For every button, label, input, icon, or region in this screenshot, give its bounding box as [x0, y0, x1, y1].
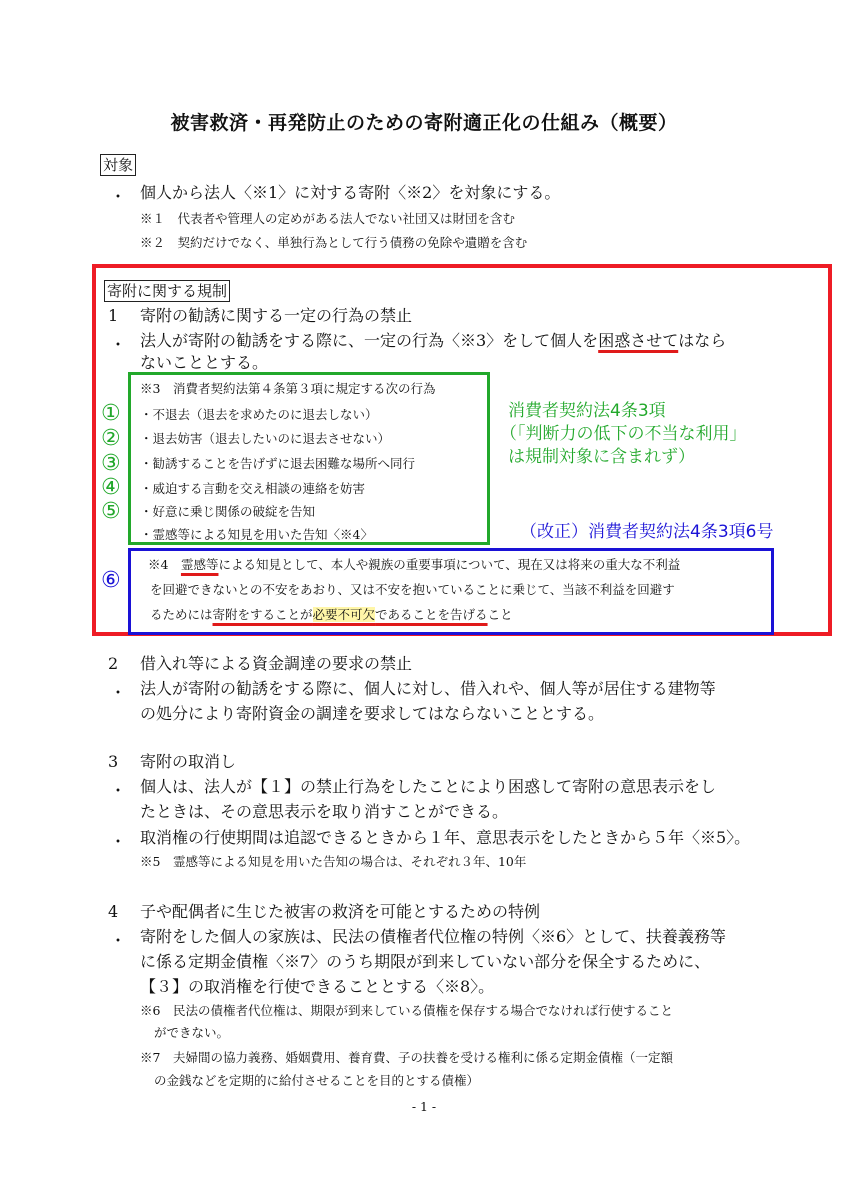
scope-heading: 対象 — [100, 154, 136, 176]
section-3-bullet-1-line-2: たときは、その意思表示を取り消すことができる。 — [140, 802, 509, 821]
section-4-bullet: ・ — [110, 931, 127, 950]
section-4-note-7-line-2: の金銭などを定期的に給付させることを目的とする債権） — [154, 1073, 480, 1088]
circled-number: ③ — [101, 451, 121, 476]
section-3-bullet: ・ — [110, 781, 127, 800]
scope-bullet: ・ — [110, 187, 127, 206]
scope-note-1: ※１ 代表者や管理人の定めがある法人でない社団又は財団を含む — [140, 211, 516, 226]
circled-number-6: ⑥ — [101, 568, 121, 593]
section-3-bullet-1-line-1: 個人は、法人が【１】の禁止行為をしたことにより困惑して寄附の意思表示をし — [140, 777, 717, 796]
section-4-line-1: 寄附をした個人の家族は、民法の債権者代位権の特例〈※6〉として、扶養義務等 — [140, 927, 726, 946]
circled-number: ④ — [101, 475, 121, 500]
section-1-title: 寄附の勧誘に関する一定の行為の禁止 — [140, 306, 413, 325]
section-2-line-2: の処分により寄附資金の調達を要求してはならないこととする。 — [140, 704, 605, 723]
section-2-number: 2 — [108, 654, 119, 673]
note-4-line-3: るためには寄附をすることが必要不可欠であることを告げること — [150, 607, 513, 622]
note-3-item: ・勧誘することを告げずに退去困難な場所へ同行 — [140, 456, 416, 471]
section-1-line-2: ないこととする。 — [140, 353, 269, 372]
page-title: 被害救済・再発防止のための寄附適正化の仕組み（概要） — [170, 112, 678, 134]
page-number: - 1 - — [411, 1099, 437, 1114]
circled-number: ⑤ — [101, 499, 121, 524]
note-3-item: ・好意に乗じ関係の破綻を告知 — [140, 504, 316, 519]
note-3-item: ・退去妨害（退去したいのに退去させない） — [140, 431, 391, 446]
regulation-heading: 寄附に関する規制 — [104, 280, 230, 302]
donation-emphasis: 寄附をすることが — [212, 607, 313, 622]
section-3-bullet: ・ — [110, 832, 127, 851]
circled-number: ① — [101, 401, 121, 426]
section-4-note-6-line-1: ※6 民法の債権者代位権は、期限が到来している債権を保存する場合でなければ行使すること — [140, 1003, 673, 1018]
green-annotation-line: は規制対象に含まれず） — [508, 447, 695, 467]
scope-line: 個人から法人〈※1〉に対する寄附〈※2〉を対象にする。 — [140, 183, 561, 202]
section-3-title: 寄附の取消し — [140, 752, 237, 771]
section-3-note-5: ※5 霊感等による知見を用いた告知の場合は、それぞれ３年、10年 — [140, 854, 527, 869]
blue-annotation: （改正）消費者契約法4条3項6号 — [520, 522, 774, 542]
section-2-line-1: 法人が寄附の勧誘をする際に、個人に対し、借入れや、個人等が居住する建物等 — [140, 679, 716, 698]
section-3-number: 3 — [108, 752, 119, 771]
note-3-title: ※3 消費者契約法第４条第３項に規定する次の行為 — [140, 381, 436, 396]
indispensable-emphasis: 必要不可欠 — [312, 607, 376, 622]
section-2-title: 借入れ等による資金調達の要求の禁止 — [140, 654, 413, 673]
circled-number: ② — [101, 426, 121, 451]
section-3-bullet-2: 取消権の行使期間は追認できるときから１年、意思表示をしたときから５年〈※5〉。 — [140, 828, 751, 847]
note-3-item: ・不退去（退去を求めたのに退去しない） — [140, 407, 378, 422]
note-4-line-1: ※4 霊感等による知見として、本人や親族の重要事項について、現在又は将来の重大な不利益 — [148, 557, 681, 572]
confused-emphasis: 困惑させて — [598, 331, 679, 350]
green-annotation-line: （「判断力の低下の不当な利用」 — [500, 424, 747, 444]
section-4-note-6-line-2: ができない。 — [154, 1025, 230, 1040]
section-1-bullet: ・ — [110, 335, 127, 354]
section-1-line-1: 法人が寄附の勧誘をする際に、一定の行為〈※3〉をして個人を困惑させてはなら — [140, 331, 727, 350]
informing-emphasis: であることを告げる — [375, 607, 488, 622]
section-2-bullet: ・ — [110, 683, 127, 702]
note-4-line-2: を回避できないとの不安をあおり、又は不安を抱いていることに乗じて、当該不利益を回避す — [150, 582, 675, 597]
section-1-number: 1 — [108, 306, 119, 325]
green-annotation-line: 消費者契約法4条3項 — [508, 401, 666, 421]
section-4-title: 子や配偶者に生じた被害の救済を可能とするための特例 — [140, 902, 541, 921]
note-3-item: ・霊感等による知見を用いた告知〈※4〉 — [140, 527, 373, 542]
scope-note-2: ※２ 契約だけでなく、単独行為として行う債務の免除や遺贈を含む — [140, 235, 528, 250]
note-3-item: ・威迫する言動を交え相談の連絡を妨害 — [140, 481, 366, 496]
spiritual-emphasis: 霊感等 — [180, 557, 219, 572]
section-4-line-2: に係る定期金債権〈※7〉のうち期限が到来していない部分を保全するために、 — [140, 952, 711, 971]
section-4-line-3: 【３】の取消権を行使できることとする〈※8〉。 — [140, 977, 495, 996]
section-4-number: 4 — [108, 902, 119, 921]
section-4-note-7-line-1: ※7 夫婦間の協力義務、婚姻費用、養育費、子の扶養を受ける権利に係る定期金債権（一定額 — [140, 1050, 673, 1065]
